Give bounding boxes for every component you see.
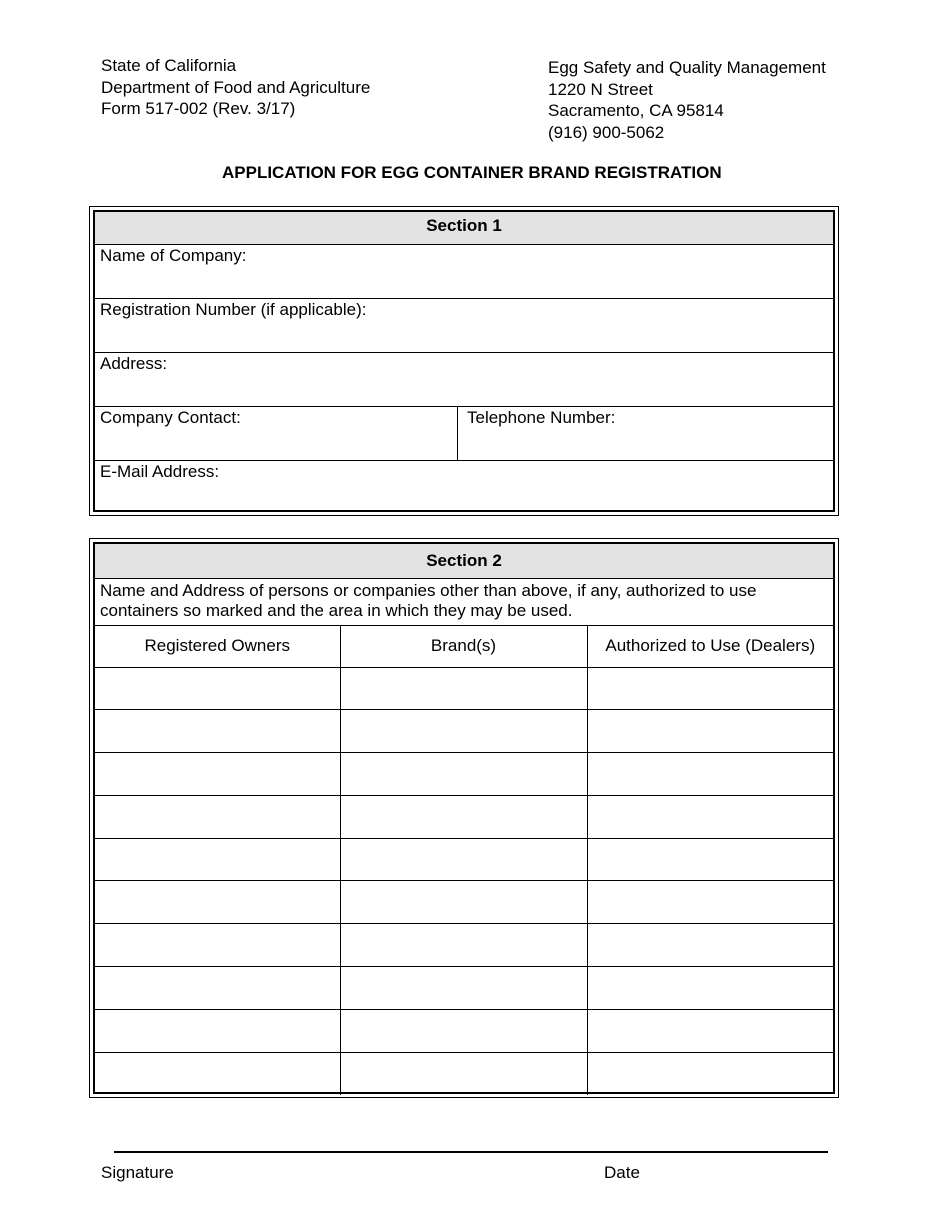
address-label: Address: — [100, 354, 168, 373]
brand-cell[interactable] — [340, 710, 587, 753]
table-row — [95, 710, 833, 753]
telephone-number-field[interactable] — [458, 407, 833, 460]
registration-number-field[interactable] — [95, 299, 833, 353]
address-field[interactable] — [95, 353, 833, 407]
brand-cell[interactable] — [340, 1009, 587, 1052]
section-2-heading: Section 2 — [95, 544, 833, 579]
date-label: Date — [604, 1163, 640, 1182]
table-row — [95, 1009, 833, 1052]
registered-owner-cell[interactable] — [95, 753, 340, 796]
email-address-label: E-Mail Address: — [100, 462, 220, 481]
column-header-brands: Brand(s) — [340, 626, 587, 667]
signature-label: Signature — [101, 1163, 174, 1182]
company-contact-label: Company Contact: — [100, 408, 241, 427]
authorized-dealer-cell[interactable] — [587, 1052, 833, 1095]
telephone-number-label: Telephone Number: — [467, 408, 616, 427]
table-row — [95, 795, 833, 838]
table-row — [95, 881, 833, 924]
office-name: Egg Safety and Quality Management — [548, 58, 826, 77]
office-phone: (916) 900-5062 — [548, 122, 665, 142]
brand-cell[interactable] — [340, 838, 587, 881]
brand-cell[interactable] — [340, 667, 587, 710]
authorized-dealer-cell[interactable] — [587, 710, 833, 753]
department-name: Department of Food and Agriculture — [101, 77, 371, 97]
registered-owner-cell[interactable] — [95, 967, 340, 1010]
office-street: 1220 N Street — [548, 79, 653, 99]
table-row — [95, 667, 833, 710]
table-row — [95, 967, 833, 1010]
authorized-dealer-cell[interactable] — [587, 753, 833, 796]
brand-cell[interactable] — [340, 924, 587, 967]
registered-owner-cell[interactable] — [95, 795, 340, 838]
section-2 — [89, 538, 839, 1098]
form-title: APPLICATION FOR EGG CONTAINER BRAND REGISTRATION — [222, 163, 722, 182]
registered-owner-cell[interactable] — [95, 667, 340, 710]
brand-cell[interactable] — [340, 967, 587, 1010]
registered-owner-cell[interactable] — [95, 838, 340, 881]
agency-header — [101, 55, 370, 120]
company-name-label: Name of Company: — [100, 246, 247, 265]
office-address-block — [548, 57, 826, 143]
registration-number-label: Registration Number (if applicable): — [100, 300, 367, 319]
column-header-registered-owners: Registered Owners — [95, 626, 340, 667]
table-row — [95, 838, 833, 881]
registered-owner-cell[interactable] — [95, 924, 340, 967]
section-1-heading: Section 1 — [95, 212, 833, 245]
brand-cell[interactable] — [340, 753, 587, 796]
section-2-description: Name and Address of persons or companies other than above, if any, authorized to use containers so marked and the area in which they may be used. — [95, 579, 833, 626]
table-header-row — [95, 626, 833, 667]
authorized-dealer-cell[interactable] — [587, 667, 833, 710]
registered-owner-cell[interactable] — [95, 881, 340, 924]
authorized-dealer-cell[interactable] — [587, 881, 833, 924]
signature-line[interactable] — [114, 1151, 828, 1153]
email-address-field[interactable] — [95, 461, 833, 518]
company-name-field[interactable] — [95, 245, 833, 299]
registered-owner-cell[interactable] — [95, 1009, 340, 1052]
office-city: Sacramento, CA 95814 — [548, 101, 724, 120]
registered-owner-cell[interactable] — [95, 710, 340, 753]
column-header-authorized-dealers: Authorized to Use (Dealers) — [587, 626, 833, 667]
registered-owner-cell[interactable] — [95, 1052, 340, 1095]
brand-cell[interactable] — [340, 795, 587, 838]
section-1 — [89, 206, 839, 516]
table-row — [95, 924, 833, 967]
authorized-dealer-cell[interactable] — [587, 1009, 833, 1052]
authorized-dealer-cell[interactable] — [587, 924, 833, 967]
authorized-dealer-cell[interactable] — [587, 967, 833, 1010]
authorized-users-table — [95, 626, 833, 1095]
authorized-dealer-cell[interactable] — [587, 838, 833, 881]
company-contact-field[interactable] — [95, 407, 458, 460]
table-row — [95, 753, 833, 796]
brand-cell[interactable] — [340, 881, 587, 924]
brand-cell[interactable] — [340, 1052, 587, 1095]
authorized-dealer-cell[interactable] — [587, 795, 833, 838]
state-name: State of California — [101, 56, 237, 75]
form-number: Form 517-002 (Rev. 3/17) — [101, 99, 296, 118]
table-row — [95, 1052, 833, 1095]
